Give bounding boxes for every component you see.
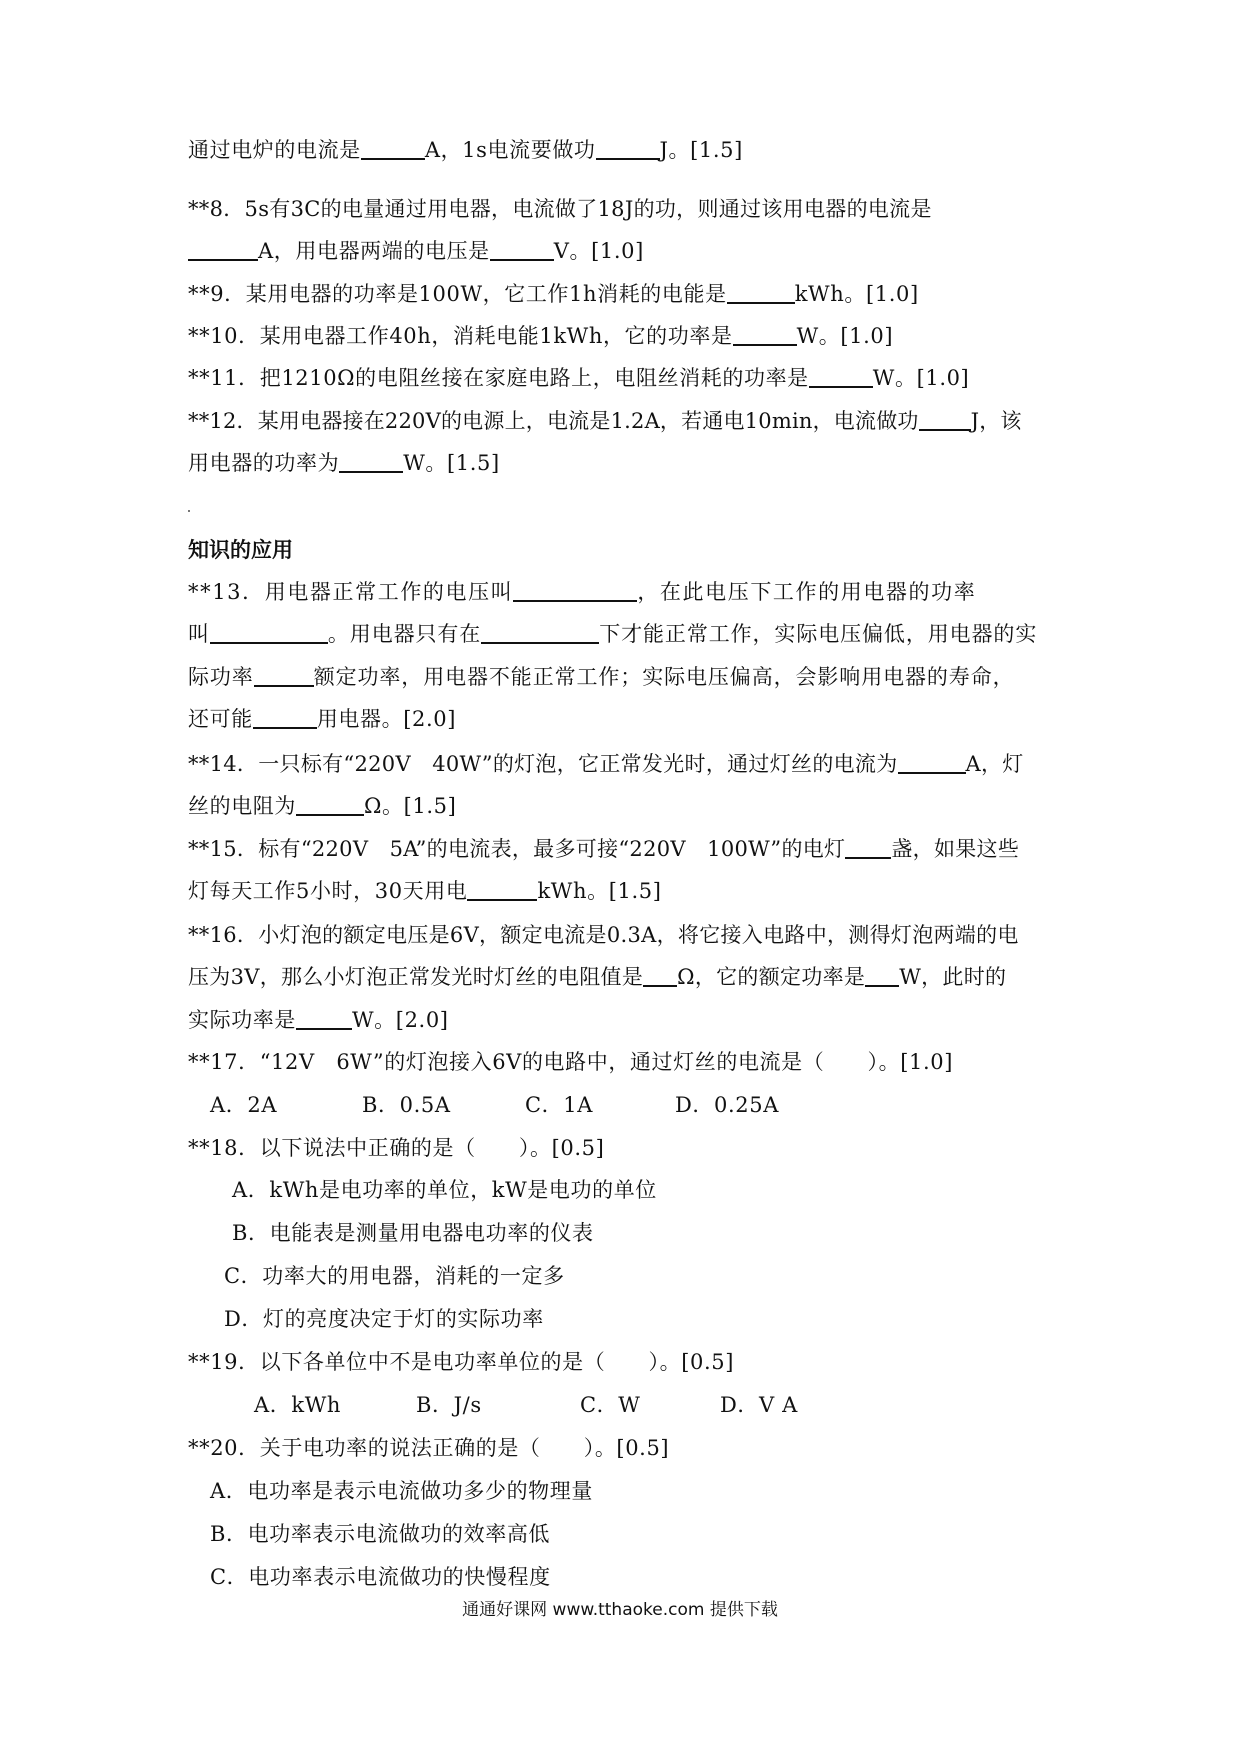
answer-blank[interactable] bbox=[865, 965, 899, 987]
text: 丝的电阻为 bbox=[188, 794, 296, 818]
text: W。[1.0] bbox=[796, 324, 894, 348]
question-14-line-1 bbox=[188, 749, 1024, 779]
question-12-line-2 bbox=[188, 448, 500, 478]
answer-blank[interactable] bbox=[809, 366, 873, 388]
text: 实际功率是 bbox=[188, 1008, 296, 1032]
text: 盏，如果这些 bbox=[891, 837, 1020, 861]
text: **15．标有“220V 5A”的电流表，最多可接“220V 100W”的电灯 bbox=[188, 837, 846, 861]
answer-blank[interactable] bbox=[643, 965, 677, 987]
text: kWh。[1.5] bbox=[537, 879, 662, 903]
question-8-line-1 bbox=[188, 194, 932, 224]
question-17-option-a[interactable]: A．2A bbox=[210, 1093, 278, 1117]
answer-blank[interactable] bbox=[254, 665, 314, 687]
text: A，用电器两端的电压是 bbox=[258, 239, 490, 263]
answer-blank[interactable] bbox=[253, 707, 317, 729]
section-title: 知识的应用 bbox=[188, 538, 293, 562]
answer-blank[interactable] bbox=[513, 580, 637, 602]
answer-blank[interactable] bbox=[361, 138, 425, 160]
text: W。[2.0] bbox=[352, 1008, 449, 1032]
text: J。[1.5] bbox=[659, 138, 743, 162]
question-16-line-3 bbox=[188, 1005, 449, 1035]
text: **8．5s有3C的电量通过用电器，电流做了18J的功，则通过该用电器的电流是 bbox=[188, 197, 932, 221]
text: A，灯 bbox=[965, 752, 1024, 776]
question-17-option-b[interactable]: B．0.5A bbox=[362, 1093, 451, 1117]
answer-blank[interactable] bbox=[339, 451, 403, 473]
question-15-line-2 bbox=[188, 876, 662, 906]
continuation-line bbox=[188, 135, 743, 165]
text: **14．一只标有“220V 40W”的灯泡，它正常发光时，通过灯丝的电流为 bbox=[188, 752, 898, 776]
text: 下才能正常工作，实际电压偏低，用电器的实 bbox=[599, 622, 1038, 646]
text: 压为3V，那么小灯泡正常发光时灯丝的电阻值是 bbox=[188, 965, 644, 989]
answer-blank[interactable] bbox=[596, 138, 660, 160]
question-20: **20．关于电功率的说法正确的是（ ）。[0.5] bbox=[188, 1436, 670, 1460]
question-18-option-c[interactable]: C．功率大的用电器，消耗的一定多 bbox=[224, 1264, 565, 1288]
answer-blank[interactable] bbox=[481, 622, 599, 644]
text: 叫 bbox=[188, 622, 210, 646]
text: 通过电炉的电流是 bbox=[188, 138, 361, 162]
answer-blank[interactable] bbox=[845, 837, 891, 859]
text: 际功率 bbox=[188, 665, 254, 689]
text: kWh。[1.0] bbox=[794, 282, 919, 306]
question-19-option-d[interactable]: D．V A bbox=[720, 1393, 798, 1417]
question-11 bbox=[188, 363, 969, 393]
question-13-line-3 bbox=[188, 662, 1015, 692]
answer-blank[interactable] bbox=[296, 794, 364, 816]
text: **11．把1210Ω的电阻丝接在家庭电路上，电阻丝消耗的功率是 bbox=[188, 366, 809, 390]
text: **12．某用电器接在220V的电源上，电流是1.2A，若通电10min，电流做功 bbox=[188, 409, 919, 433]
text: Ω，它的额定功率是 bbox=[677, 965, 866, 989]
question-19-option-a[interactable]: A．kWh bbox=[254, 1393, 341, 1417]
question-20-option-a[interactable]: A．电功率是表示电流做功多少的物理量 bbox=[210, 1479, 593, 1503]
text: 灯每天工作5小时，30天用电 bbox=[188, 879, 468, 903]
answer-blank[interactable] bbox=[210, 622, 328, 644]
question-18-option-a[interactable]: A．kWh是电功率的单位，kW是电功的单位 bbox=[232, 1178, 657, 1202]
text: A，1s电流要做功 bbox=[424, 138, 596, 162]
question-19: **19．以下各单位中不是电功率单位的是（ ）。[0.5] bbox=[188, 1350, 735, 1374]
answer-blank[interactable] bbox=[296, 1008, 352, 1030]
answer-blank[interactable] bbox=[919, 409, 971, 431]
stray-mark bbox=[188, 510, 190, 512]
question-17-option-c[interactable]: C．1A bbox=[525, 1093, 593, 1117]
text: **9．某用电器的功率是100W，它工作1h消耗的电能是 bbox=[188, 282, 727, 306]
answer-blank[interactable] bbox=[727, 282, 795, 304]
question-18: **18．以下说法中正确的是（ ）。[0.5] bbox=[188, 1136, 605, 1160]
text: 还可能 bbox=[188, 707, 253, 731]
question-17-option-d[interactable]: D．0.25A bbox=[675, 1093, 779, 1117]
text: **10．某用电器工作40h，消耗电能1kWh，它的功率是 bbox=[188, 324, 733, 348]
question-19-option-c[interactable]: C．W bbox=[580, 1393, 641, 1417]
text: V。[1.0] bbox=[553, 239, 644, 263]
answer-blank[interactable] bbox=[490, 239, 554, 261]
text: W。[1.5] bbox=[403, 451, 500, 475]
text: **16．小灯泡的额定电压是6V，额定电流是0.3A，将它接入电路中，测得灯泡两端的电 bbox=[188, 923, 1019, 947]
question-9 bbox=[188, 279, 919, 309]
answer-blank[interactable] bbox=[467, 879, 537, 901]
question-18-option-b[interactable]: B．电能表是测量用电器电功率的仪表 bbox=[232, 1221, 594, 1245]
question-20-option-c[interactable]: C．电功率表示电流做功的快慢程度 bbox=[210, 1565, 551, 1589]
question-10 bbox=[188, 321, 893, 351]
answer-blank[interactable] bbox=[188, 239, 258, 261]
text: 。用电器只有在 bbox=[327, 622, 482, 646]
question-19-option-b[interactable]: B．J/s bbox=[416, 1393, 482, 1417]
question-13-line-1 bbox=[188, 577, 976, 607]
question-18-option-d[interactable]: D．灯的亮度决定于灯的实际功率 bbox=[224, 1307, 544, 1331]
question-8-line-2 bbox=[188, 236, 644, 266]
answer-blank[interactable] bbox=[898, 752, 966, 774]
question-15-line-1 bbox=[188, 834, 1019, 864]
question-16-line-2 bbox=[188, 962, 1006, 992]
text: W。[1.0] bbox=[872, 366, 970, 390]
text: 用电器的功率为 bbox=[188, 451, 340, 475]
text: W，此时的 bbox=[899, 965, 1007, 989]
text: J，该 bbox=[970, 409, 1022, 433]
question-12-line-1 bbox=[188, 406, 1022, 436]
text: 额定功率，用电器不能正常工作；实际电压偏高，会影响用电器的寿命， bbox=[313, 665, 1015, 689]
page-footer: 通通好课网 www.tthaoke.com 提供下载 bbox=[462, 1600, 778, 1620]
text: **13．用电器正常工作的电压叫 bbox=[188, 580, 514, 604]
answer-blank[interactable] bbox=[733, 324, 797, 346]
question-13-line-2 bbox=[188, 619, 1037, 649]
question-17: **17．“12V 6W”的灯泡接入6V的电路中，通过灯丝的电流是（ ）。[1.0] bbox=[188, 1050, 954, 1074]
question-14-line-2 bbox=[188, 791, 456, 821]
text: ，在此电压下工作的用电器的功率 bbox=[637, 580, 977, 604]
text: 用电器。[2.0] bbox=[316, 707, 456, 731]
question-20-option-b[interactable]: B．电功率表示电流做功的效率高低 bbox=[210, 1522, 551, 1546]
question-13-line-4 bbox=[188, 704, 456, 734]
question-16-line-1 bbox=[188, 920, 1019, 950]
text: Ω。[1.5] bbox=[364, 794, 457, 818]
